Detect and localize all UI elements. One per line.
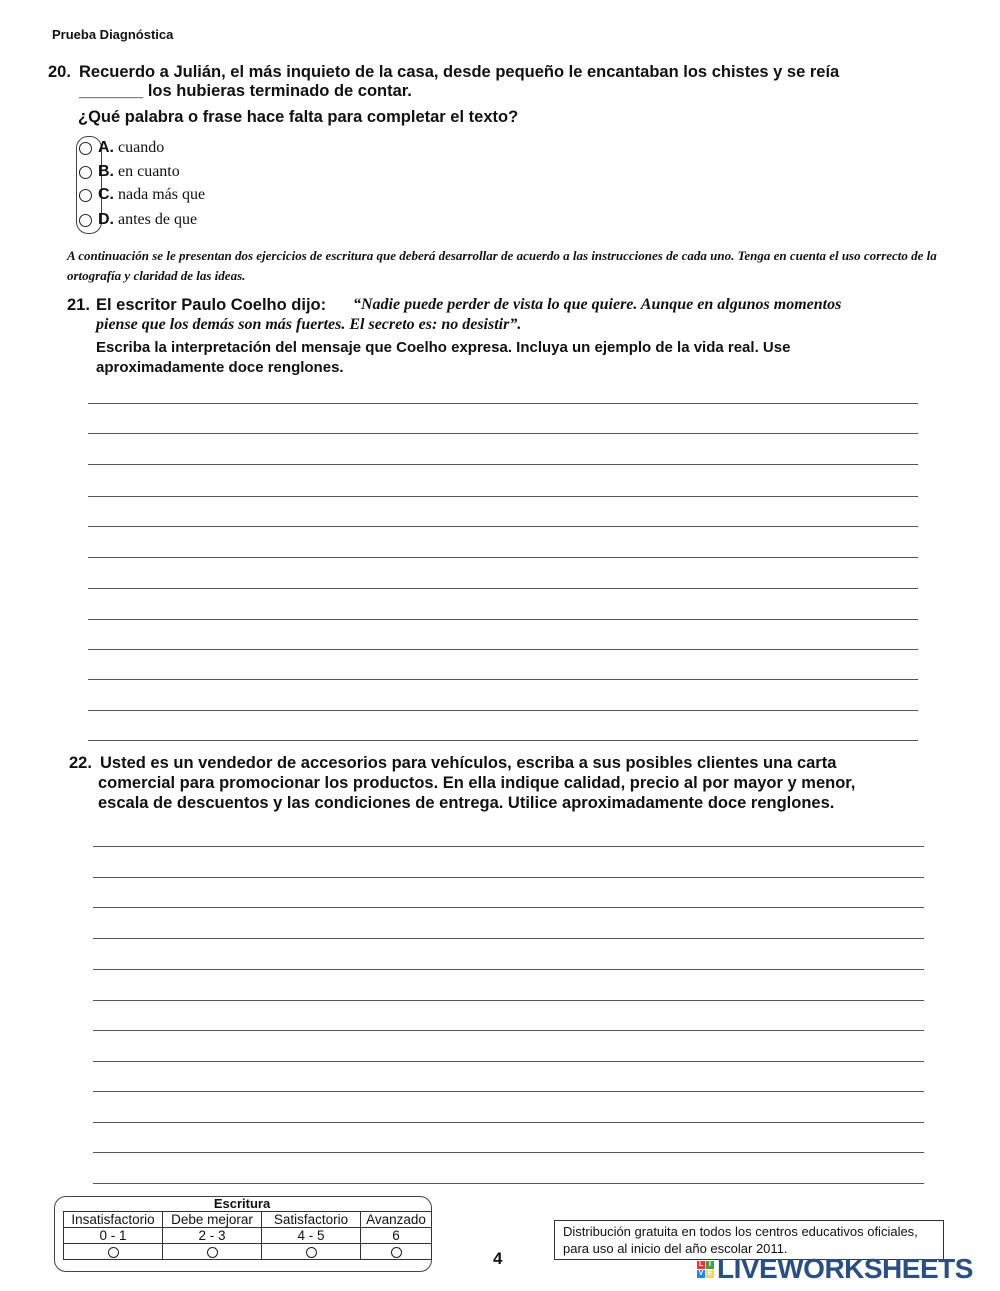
rubric-radio[interactable] [306, 1247, 317, 1258]
answer-line[interactable] [93, 1030, 924, 1031]
q21-number: 21. [67, 296, 90, 314]
answer-line[interactable] [93, 1091, 924, 1092]
answer-line[interactable] [93, 1000, 924, 1001]
answer-line[interactable] [88, 619, 918, 620]
option-a-text: cuando [118, 139, 165, 156]
option-c-letter: C. [98, 186, 114, 203]
answer-line[interactable] [93, 907, 924, 908]
document-header: Prueba Diagnóstica [52, 27, 174, 42]
answer-line[interactable] [88, 496, 918, 497]
option-c[interactable] [79, 186, 205, 204]
radio-c[interactable] [79, 189, 92, 202]
answer-line[interactable] [93, 1183, 924, 1184]
q21-task-line1: Escriba la interpretación del mensaje que Coelho expresa. Incluya un ejemplo de la vida real. Use [96, 339, 791, 356]
rubric-radio-cell[interactable] [163, 1244, 262, 1260]
rubric-range: 0 - 1 [64, 1228, 163, 1244]
rubric-level-label: Avanzado [361, 1212, 432, 1228]
answer-line[interactable] [93, 846, 924, 847]
rubric-table [63, 1211, 432, 1260]
answer-line[interactable] [93, 877, 924, 878]
rubric-level-label: Debe mejorar [163, 1212, 262, 1228]
rubric-range: 4 - 5 [262, 1228, 361, 1244]
q21-intro: El escritor Paulo Coelho dijo: [96, 296, 327, 314]
option-b-text: en cuanto [118, 163, 180, 180]
answer-line[interactable] [93, 938, 924, 939]
q21-quote-line2: piense que los demás son más fuertes. El secreto es: no desistir”. [96, 316, 522, 333]
answer-line[interactable] [88, 588, 918, 589]
page-number: 4 [493, 1249, 503, 1268]
q22-line3: escala de descuentos y las condiciones de entrega. Utilice aproximadamente doce renglones. [98, 794, 835, 812]
answer-line[interactable] [88, 679, 918, 680]
rubric-radio[interactable] [108, 1247, 119, 1258]
answer-line[interactable] [88, 403, 918, 404]
answer-line[interactable] [88, 464, 918, 465]
option-d-letter: D. [98, 211, 114, 228]
distribution-note: Distribución gratuita en todos los centros educativos oficiales, para uso al inicio del año escolar 2011. [554, 1220, 944, 1260]
rubric-radio-cell[interactable] [64, 1244, 163, 1260]
q20-question: ¿Qué palabra o frase hace falta para completar el texto? [78, 108, 519, 126]
answer-line[interactable] [88, 557, 918, 558]
option-c-text: nada más que [118, 186, 206, 203]
rubric-radio-cell[interactable] [262, 1244, 361, 1260]
option-a-letter: A. [98, 139, 114, 156]
logo-tile: I [706, 1261, 714, 1269]
logo-icon [697, 1261, 714, 1278]
liveworksheets-logo [697, 1253, 973, 1285]
answer-line[interactable] [88, 649, 918, 650]
option-b[interactable] [79, 163, 180, 181]
q20-number: 20. [48, 63, 71, 81]
q20-line2: _______ los hubieras terminado de contar. [79, 82, 412, 100]
answer-line[interactable] [88, 433, 918, 434]
rubric-radio[interactable] [391, 1247, 402, 1258]
radio-d[interactable] [79, 214, 92, 227]
option-d-text: antes de que [118, 211, 198, 228]
option-d[interactable] [79, 211, 197, 229]
rubric-radio[interactable] [207, 1247, 218, 1258]
answer-line[interactable] [88, 526, 918, 527]
radio-b[interactable] [79, 166, 92, 179]
rubric-range: 6 [361, 1228, 432, 1244]
rubric-level-label: Satisfactorio [262, 1212, 361, 1228]
logo-text: LIVEWORKSHEETS [717, 1253, 973, 1284]
q20-line1: Recuerdo a Julián, el más inquieto de la casa, desde pequeño le encantaban los chistes y se reía [79, 63, 840, 81]
answer-line[interactable] [93, 1152, 924, 1153]
option-b-letter: B. [98, 163, 114, 180]
q21-quote-line1: “Nadie puede perder de vista lo que quiere. Aunque en algunos momentos [353, 296, 842, 313]
answer-line[interactable] [88, 710, 918, 711]
radio-a[interactable] [79, 142, 92, 155]
rubric-title: Escritura [213, 1196, 271, 1211]
q22-number: 22. [69, 754, 92, 772]
q21-task-line2: aproximadamente doce renglones. [96, 359, 344, 376]
q22-line1: Usted es un vendedor de accesorios para vehículos, escriba a sus posibles clientes una carta [100, 754, 837, 772]
q22-line2: comercial para promocionar los productos. En ella indique calidad, precio al por mayor y menor, [98, 774, 856, 792]
logo-tile: L [698, 1260, 704, 1268]
rubric-level-label: Insatisfactorio [64, 1212, 163, 1228]
answer-line[interactable] [93, 1122, 924, 1123]
logo-tile: E [707, 1269, 713, 1277]
option-a[interactable] [79, 139, 164, 157]
rubric-radio-cell[interactable] [361, 1244, 432, 1260]
answer-line[interactable] [93, 969, 924, 970]
writing-instructions: A continuación se le presentan dos ejercicios de escritura que deberá desarrollar de acuerdo a las instrucciones de cada uno. Tenga en cuenta el uso correcto de la ortografía y claridad de las ideas. [67, 248, 937, 283]
answer-line[interactable] [93, 1061, 924, 1062]
logo-tile: V [698, 1269, 704, 1277]
rubric-range: 2 - 3 [163, 1228, 262, 1244]
answer-line[interactable] [88, 740, 918, 741]
